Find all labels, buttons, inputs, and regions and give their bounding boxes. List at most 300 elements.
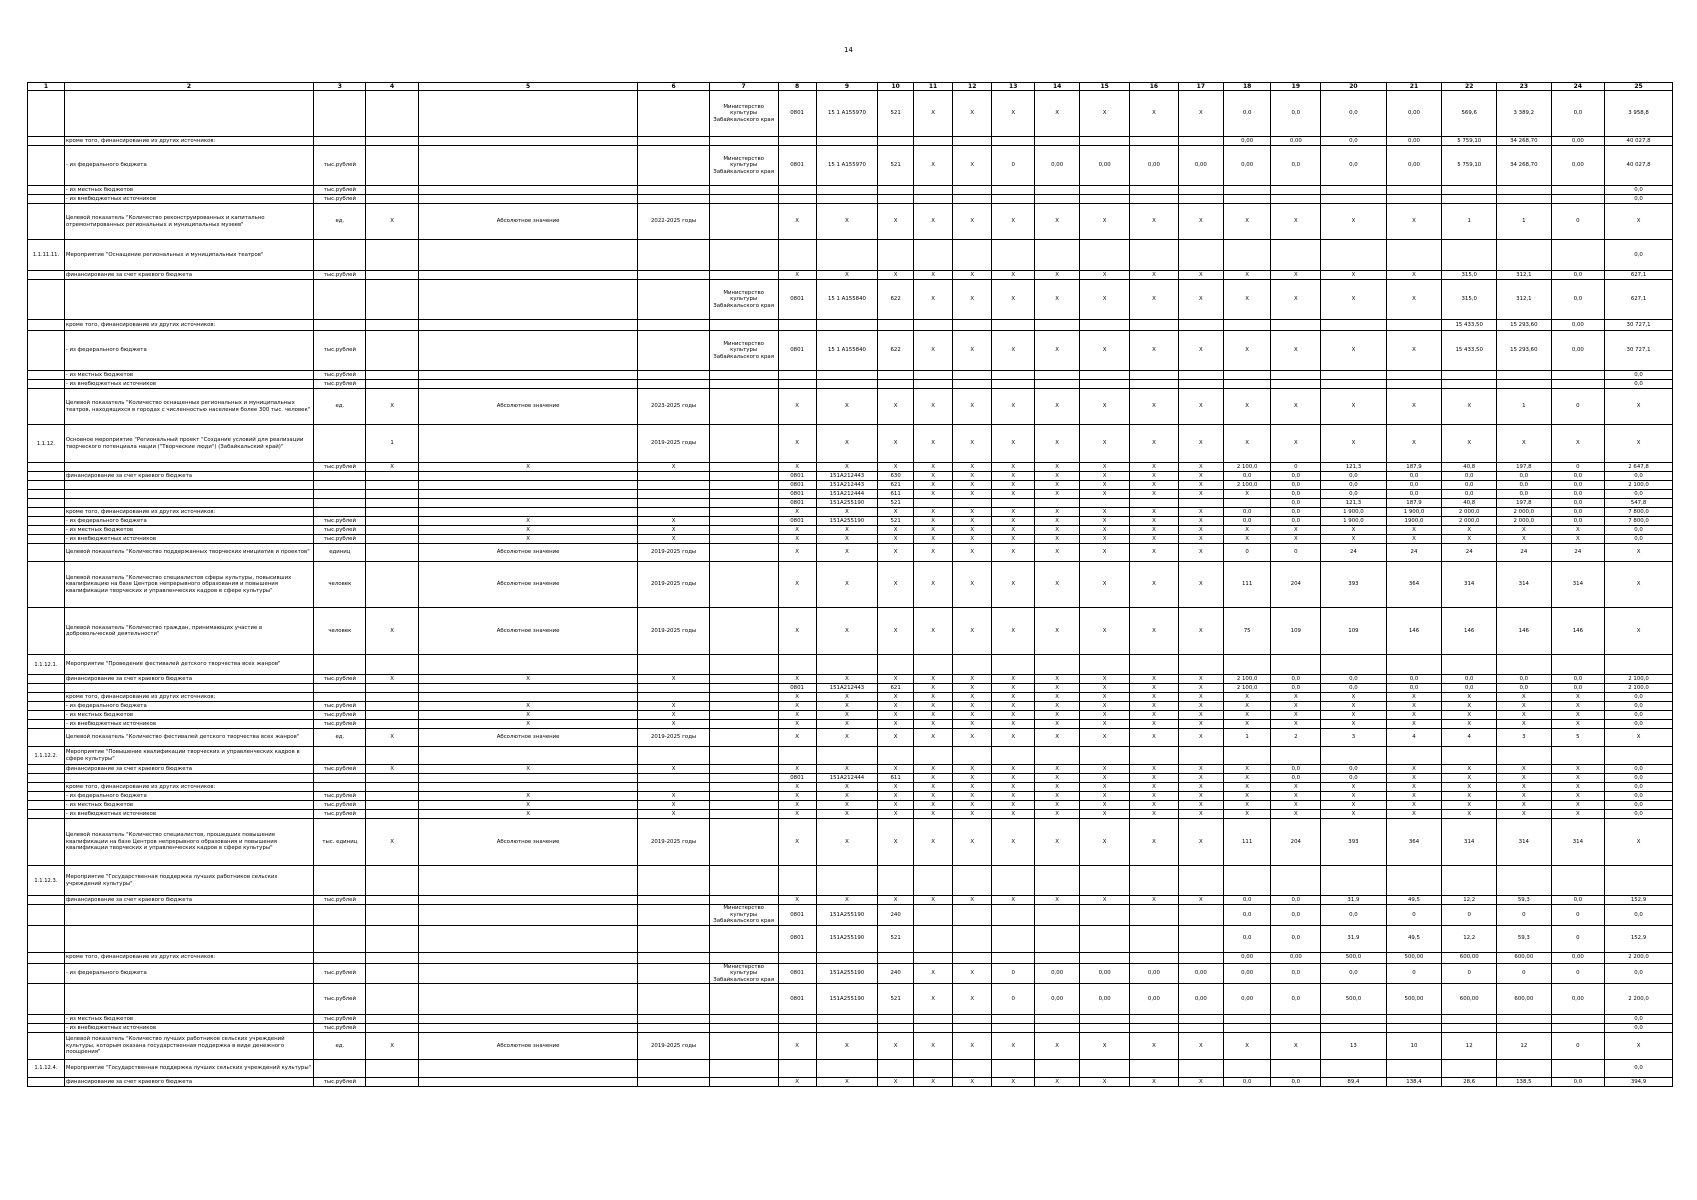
- table-cell: [778, 186, 816, 195]
- table-cell: - из внебюджетных источников: [64, 810, 313, 819]
- table-cell: [953, 195, 992, 204]
- table-cell: 0,0: [1321, 472, 1386, 481]
- table-cell: 0,0: [1551, 91, 1604, 137]
- table-cell: [418, 380, 638, 389]
- table-cell: [366, 896, 418, 905]
- table-cell: 12: [1442, 1033, 1497, 1060]
- table-cell: 2 000,0: [1442, 517, 1497, 526]
- table-cell: [366, 380, 418, 389]
- table-cell: 364: [1386, 819, 1442, 866]
- table-cell: 0,00: [1130, 984, 1179, 1015]
- table-cell: [366, 702, 418, 711]
- table-cell: [366, 866, 418, 896]
- table-cell: X: [992, 608, 1035, 655]
- table-cell: [1223, 655, 1271, 675]
- table-cell: 314: [1442, 819, 1497, 866]
- table-cell: X: [913, 472, 952, 481]
- table-cell: [1271, 371, 1321, 380]
- table-cell: [366, 240, 418, 271]
- table-cell: X: [953, 331, 992, 371]
- table-cell: [1497, 380, 1552, 389]
- table-cell: X: [913, 711, 952, 720]
- table-cell: тыс.рублей: [314, 711, 366, 720]
- table-cell: X: [778, 608, 816, 655]
- table-cell: X: [1386, 389, 1442, 425]
- table-cell: [366, 684, 418, 693]
- table-cell: X: [1442, 765, 1497, 774]
- table-cell: X: [1080, 425, 1130, 463]
- table-cell: X: [1605, 204, 1673, 240]
- table-cell: 0,0: [1605, 195, 1673, 204]
- table-cell: [366, 137, 418, 146]
- table-cell: [366, 271, 418, 280]
- table-cell: X: [1497, 783, 1552, 792]
- table-row: [28, 331, 1673, 371]
- table-cell: X: [1386, 801, 1442, 810]
- table-cell: 0,0: [1223, 517, 1271, 526]
- table-cell: тыс.рублей: [314, 517, 366, 526]
- table-cell: [992, 380, 1035, 389]
- table-cell: финансирование за счет краевого бюджета: [64, 675, 313, 684]
- table-cell: [418, 1015, 638, 1024]
- table-cell: X: [953, 702, 992, 711]
- table-cell: 1 900,0: [1321, 508, 1386, 517]
- table-cell: X: [992, 463, 1035, 472]
- table-cell: [638, 508, 709, 517]
- table-cell: X: [1271, 783, 1321, 792]
- table-cell: [418, 693, 638, 702]
- table-cell: X: [953, 984, 992, 1015]
- table-cell: 0,00: [1271, 137, 1321, 146]
- table-cell: X: [913, 463, 952, 472]
- table-cell: 0,0: [1223, 905, 1271, 925]
- table-cell: [992, 137, 1035, 146]
- table-cell: [28, 720, 65, 729]
- table-cell: тыс.рублей: [314, 720, 366, 729]
- table-cell: [1035, 380, 1080, 389]
- table-cell: X: [1551, 425, 1604, 463]
- column-number-19: 19: [1271, 83, 1321, 91]
- table-cell: 30 727,1: [1605, 331, 1673, 371]
- table-cell: 0,00: [1178, 984, 1223, 1015]
- table-cell: [913, 866, 952, 896]
- table-cell: [314, 655, 366, 675]
- table-cell: X: [1130, 765, 1179, 774]
- table-cell: 0,00: [1178, 146, 1223, 186]
- table-cell: 0,0: [1321, 146, 1386, 186]
- table-cell: X: [1130, 463, 1179, 472]
- table-cell: X: [778, 720, 816, 729]
- table-cell: X: [913, 146, 952, 186]
- table-cell: [878, 1024, 914, 1033]
- table-row: [28, 1033, 1673, 1060]
- table-cell: X: [1442, 535, 1497, 544]
- table-cell: X: [1178, 517, 1223, 526]
- table-cell: [1271, 186, 1321, 195]
- table-cell: X: [1178, 271, 1223, 280]
- table-cell: 146: [1551, 608, 1604, 655]
- table-cell: 0: [1386, 963, 1442, 983]
- table-cell: 121,3: [1321, 499, 1386, 508]
- table-cell: [709, 204, 778, 240]
- table-cell: X: [953, 544, 992, 562]
- column-number-20: 20: [1321, 83, 1386, 91]
- table-cell: X: [913, 684, 952, 693]
- table-cell: X: [1442, 774, 1497, 783]
- table-cell: тыс.рублей: [314, 271, 366, 280]
- table-row: [28, 774, 1673, 783]
- table-cell: 1: [366, 425, 418, 463]
- table-cell: Мероприятие "Повышение квалификации творческих и управленческих кадров в сфере культуры": [64, 747, 313, 765]
- table-cell: [64, 463, 313, 472]
- table-cell: X: [366, 819, 418, 866]
- table-cell: 0,00: [1551, 146, 1604, 186]
- table-cell: X: [1442, 711, 1497, 720]
- table-cell: тыс.рублей: [314, 801, 366, 810]
- table-cell: [366, 952, 418, 963]
- table-row: [28, 271, 1673, 280]
- table-cell: 500,0: [1321, 952, 1386, 963]
- table-cell: X: [1223, 331, 1271, 371]
- table-cell: [1271, 1060, 1321, 1078]
- table-cell: [366, 195, 418, 204]
- table-cell: 15 1 А155840: [816, 331, 878, 371]
- table-cell: [953, 905, 992, 925]
- table-cell: [638, 896, 709, 905]
- table-cell: [314, 137, 366, 146]
- table-cell: X: [1080, 675, 1130, 684]
- table-cell: X: [1321, 526, 1386, 535]
- table-cell: [314, 774, 366, 783]
- table-cell: X: [1223, 425, 1271, 463]
- table-cell: [816, 1015, 878, 1024]
- table-cell: X: [1497, 535, 1552, 544]
- table-cell: 0,00: [1130, 963, 1179, 983]
- table-cell: 15 1 А155840: [816, 280, 878, 320]
- table-cell: X: [992, 204, 1035, 240]
- table-cell: 0,0: [1271, 517, 1321, 526]
- table-cell: X: [1035, 544, 1080, 562]
- table-cell: [1551, 240, 1604, 271]
- table-cell: X: [1130, 508, 1179, 517]
- table-cell: 2019-2025 годы: [638, 544, 709, 562]
- table-cell: [913, 380, 952, 389]
- table-cell: [1080, 866, 1130, 896]
- table-cell: [709, 320, 778, 331]
- table-cell: [878, 952, 914, 963]
- table-cell: [816, 380, 878, 389]
- table-cell: X: [878, 535, 914, 544]
- table-cell: X: [992, 810, 1035, 819]
- table-cell: тыс.рублей: [314, 765, 366, 774]
- table-cell: [992, 186, 1035, 195]
- table-cell: X: [1130, 819, 1179, 866]
- table-cell: 0,0: [1605, 535, 1673, 544]
- table-cell: X: [418, 801, 638, 810]
- table-cell: X: [913, 280, 952, 320]
- table-cell: X: [1130, 481, 1179, 490]
- table-cell: [366, 320, 418, 331]
- column-number-2: 2: [64, 83, 313, 91]
- table-cell: X: [1497, 526, 1552, 535]
- table-cell: [1035, 1015, 1080, 1024]
- table-cell: [709, 389, 778, 425]
- table-cell: [709, 783, 778, 792]
- table-cell: 0,0: [1442, 472, 1497, 481]
- table-cell: [1551, 380, 1604, 389]
- table-cell: 75: [1223, 608, 1271, 655]
- table-cell: 2 100,0: [1605, 675, 1673, 684]
- table-cell: [314, 499, 366, 508]
- table-cell: [28, 801, 65, 810]
- table-cell: X: [1178, 508, 1223, 517]
- table-cell: [418, 186, 638, 195]
- table-cell: X: [1271, 801, 1321, 810]
- table-cell: [314, 425, 366, 463]
- table-cell: X: [878, 675, 914, 684]
- table-cell: финансирование за счет краевого бюджета: [64, 896, 313, 905]
- table-cell: X: [1178, 774, 1223, 783]
- table-cell: 0,0: [1223, 896, 1271, 905]
- table-cell: [1442, 380, 1497, 389]
- table-cell: Целевой показатель "Количество лучших работников сельских учреждений культуры, которым оказана государственная поддержка в виде денежного поощрения": [64, 1033, 313, 1060]
- table-cell: 15 433,50: [1442, 320, 1497, 331]
- table-cell: X: [1080, 280, 1130, 320]
- table-row: [28, 544, 1673, 562]
- table-cell: X: [1035, 729, 1080, 747]
- table-cell: X: [1080, 711, 1130, 720]
- table-cell: 0,0: [1442, 675, 1497, 684]
- table-cell: [28, 693, 65, 702]
- table-cell: 611: [878, 774, 914, 783]
- table-cell: X: [816, 810, 878, 819]
- table-cell: X: [1223, 204, 1271, 240]
- table-cell: X: [1178, 490, 1223, 499]
- table-cell: X: [1551, 526, 1604, 535]
- table-cell: 0,0: [1551, 481, 1604, 490]
- table-cell: X: [816, 729, 878, 747]
- table-cell: 111: [1223, 562, 1271, 608]
- table-cell: X: [816, 765, 878, 774]
- table-cell: тыс.рублей: [314, 186, 366, 195]
- table-cell: X: [913, 517, 952, 526]
- table-cell: X: [418, 765, 638, 774]
- table-cell: [1035, 137, 1080, 146]
- table-cell: кроме того, финансирование из других источников:: [64, 952, 313, 963]
- table-cell: 621: [878, 481, 914, 490]
- table-cell: [366, 481, 418, 490]
- table-cell: [1223, 186, 1271, 195]
- table-cell: [778, 380, 816, 389]
- table-cell: X: [953, 720, 992, 729]
- table-cell: X: [953, 783, 992, 792]
- table-cell: [418, 425, 638, 463]
- table-cell: 0: [1271, 463, 1321, 472]
- table-cell: Абсолютное значение: [418, 819, 638, 866]
- table-cell: [638, 137, 709, 146]
- table-cell: - из федерального бюджета: [64, 517, 313, 526]
- table-cell: 315,0: [1442, 271, 1497, 280]
- table-row: [28, 896, 1673, 905]
- table-cell: 314: [1551, 819, 1604, 866]
- table-cell: X: [1080, 783, 1130, 792]
- table-cell: X: [1035, 562, 1080, 608]
- table-cell: [913, 499, 952, 508]
- table-cell: [366, 801, 418, 810]
- table-cell: X: [638, 702, 709, 711]
- table-cell: [1321, 1060, 1386, 1078]
- table-cell: X: [913, 481, 952, 490]
- table-cell: [953, 320, 992, 331]
- table-cell: X: [1035, 280, 1080, 320]
- table-cell: [28, 819, 65, 866]
- table-cell: [709, 747, 778, 765]
- table-cell: [878, 371, 914, 380]
- table-cell: 0,0: [1551, 499, 1604, 508]
- table-cell: 40 027,8: [1605, 146, 1673, 186]
- table-cell: [28, 526, 65, 535]
- table-cell: 2 000,0: [1497, 517, 1552, 526]
- table-cell: [28, 1015, 65, 1024]
- table-cell: X: [1271, 271, 1321, 280]
- table-row: [28, 819, 1673, 866]
- table-cell: [1321, 1015, 1386, 1024]
- table-cell: X: [638, 765, 709, 774]
- table-cell: [709, 544, 778, 562]
- table-cell: [1321, 240, 1386, 271]
- table-cell: X: [638, 463, 709, 472]
- table-cell: [418, 952, 638, 963]
- table-cell: [366, 280, 418, 320]
- table-cell: [953, 747, 992, 765]
- table-cell: 3 389,2: [1497, 91, 1552, 137]
- table-row: [28, 463, 1673, 472]
- table-cell: X: [1080, 1033, 1130, 1060]
- table-cell: 500,0: [1321, 984, 1386, 1015]
- table-cell: [709, 517, 778, 526]
- table-cell: [953, 655, 992, 675]
- table-cell: [1080, 186, 1130, 195]
- table-cell: Целевой показатель "Количество специалистов сферы культуры, повысивших квалификацию на базе Центров непрерывного образования и повышения квалификации творческих и управленческих кадров в сфере культуры": [64, 562, 313, 608]
- table-cell: 240: [878, 905, 914, 925]
- table-cell: X: [1080, 684, 1130, 693]
- table-row: [28, 526, 1673, 535]
- table-cell: X: [1035, 774, 1080, 783]
- table-cell: X: [1223, 280, 1271, 320]
- table-cell: 0: [1442, 963, 1497, 983]
- table-cell: 24: [1551, 544, 1604, 562]
- table-cell: X: [1442, 801, 1497, 810]
- table-cell: X: [953, 526, 992, 535]
- table-cell: [913, 905, 952, 925]
- table-row: [28, 280, 1673, 320]
- table-cell: X: [1035, 792, 1080, 801]
- table-cell: X: [1035, 1033, 1080, 1060]
- table-row: [28, 481, 1673, 490]
- table-row: [28, 675, 1673, 684]
- table-cell: 0,0: [1605, 472, 1673, 481]
- table-cell: [1386, 320, 1442, 331]
- table-cell: [816, 1060, 878, 1078]
- table-cell: [778, 195, 816, 204]
- table-cell: [1178, 905, 1223, 925]
- table-cell: [28, 146, 65, 186]
- table-cell: [366, 655, 418, 675]
- table-cell: 0,00: [1130, 146, 1179, 186]
- table-cell: 146: [1386, 608, 1442, 655]
- page-number: 14: [844, 46, 853, 54]
- table-cell: X: [1130, 280, 1179, 320]
- table-cell: 40,8: [1442, 463, 1497, 472]
- table-cell: 0,0: [1605, 526, 1673, 535]
- table-cell: [709, 810, 778, 819]
- table-cell: 0,0: [1321, 765, 1386, 774]
- table-cell: [28, 765, 65, 774]
- table-cell: 312,1: [1497, 280, 1552, 320]
- table-cell: 0,0: [1497, 675, 1552, 684]
- table-cell: Абсолютное значение: [418, 1033, 638, 1060]
- table-cell: X: [1321, 693, 1386, 702]
- table-cell: 0,0: [1605, 490, 1673, 499]
- table-cell: [638, 774, 709, 783]
- table-cell: X: [878, 702, 914, 711]
- table-cell: - из федерального бюджета: [64, 963, 313, 983]
- table-cell: X: [1223, 535, 1271, 544]
- table-cell: 0,00: [1080, 146, 1130, 186]
- table-cell: [709, 765, 778, 774]
- table-cell: [418, 331, 638, 371]
- table-cell: 0,00: [1551, 331, 1604, 371]
- table-cell: 600,00: [1442, 952, 1497, 963]
- column-number-5: 5: [418, 83, 638, 91]
- table-cell: 197,8: [1497, 499, 1552, 508]
- table-cell: X: [1551, 711, 1604, 720]
- table-cell: X: [1551, 783, 1604, 792]
- table-cell: X: [638, 801, 709, 810]
- table-cell: [1178, 747, 1223, 765]
- table-cell: X: [1080, 702, 1130, 711]
- table-cell: 0,0: [1271, 481, 1321, 490]
- table-cell: [64, 490, 313, 499]
- table-cell: X: [953, 810, 992, 819]
- table-cell: X: [913, 1078, 952, 1087]
- table-cell: - из федерального бюджета: [64, 146, 313, 186]
- table-cell: X: [1178, 792, 1223, 801]
- table-cell: 204: [1271, 819, 1321, 866]
- table-cell: X: [1386, 271, 1442, 280]
- table-cell: 0: [1551, 389, 1604, 425]
- table-cell: [709, 655, 778, 675]
- table-cell: [1605, 655, 1673, 675]
- table-cell: X: [638, 720, 709, 729]
- table-cell: X: [816, 389, 878, 425]
- table-cell: 569,6: [1442, 91, 1497, 137]
- table-cell: X: [1271, 702, 1321, 711]
- table-cell: [878, 1060, 914, 1078]
- table-cell: X: [913, 963, 952, 983]
- table-cell: X: [1080, 526, 1130, 535]
- table-cell: X: [1178, 765, 1223, 774]
- table-cell: X: [1130, 896, 1179, 905]
- table-cell: X: [1178, 425, 1223, 463]
- table-cell: [638, 1015, 709, 1024]
- table-cell: 146: [1442, 608, 1497, 655]
- table-cell: 0,0: [1386, 490, 1442, 499]
- table-row: [28, 963, 1673, 983]
- table-cell: X: [878, 526, 914, 535]
- table-cell: X: [992, 91, 1035, 137]
- column-number-3: 3: [314, 83, 366, 91]
